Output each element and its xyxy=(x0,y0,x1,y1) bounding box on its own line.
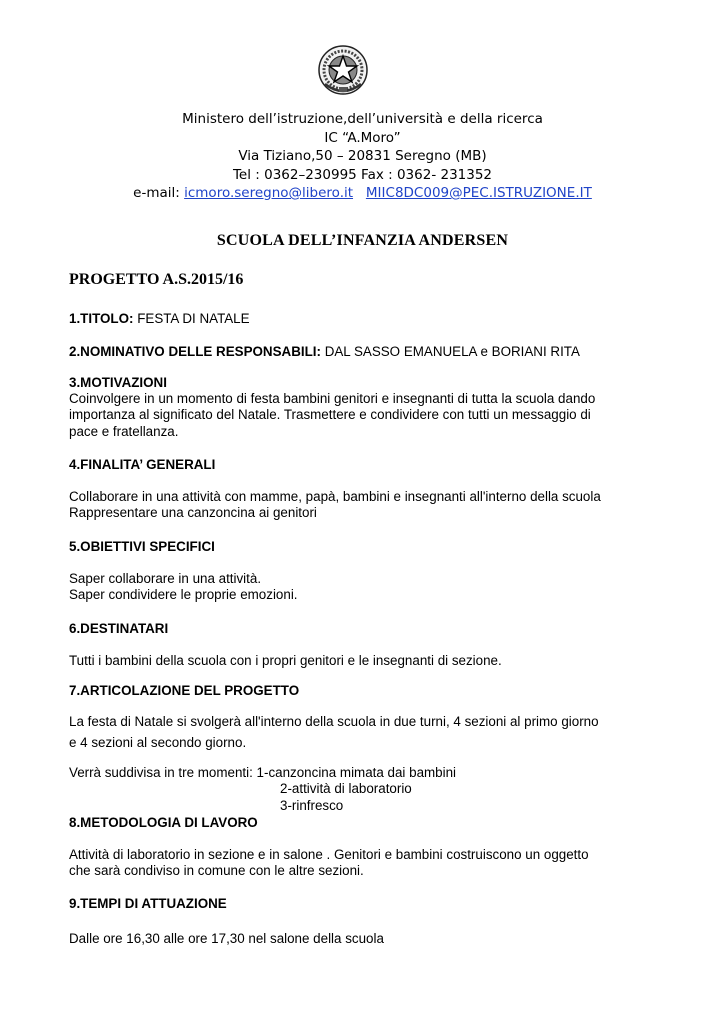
paragraph-line: importanza al significato del Natale. Trasmettere e condividere con tutti un messaggio di xyxy=(69,407,591,422)
section-titolo xyxy=(69,310,250,328)
list-item: 3-rinfresco xyxy=(280,798,344,813)
section-heading-articolazione: 7.ARTICOLAZIONE DEL PROGETTO xyxy=(69,683,300,698)
section-value: FESTA DI NATALE xyxy=(133,311,250,326)
paragraph-line: Attività di laboratorio in sezione e in salone . Genitori e bambini costruiscono un oggetto xyxy=(69,847,589,862)
paragraph-line: Tutti i bambini della scuola con i propri genitori e le insegnanti di sezione. xyxy=(69,653,502,668)
school-phone: Tel : 0362–230995 Fax : 0362- 231352 xyxy=(232,166,493,183)
section-label: 1.TITOLO: xyxy=(69,311,134,326)
email-link-pec[interactable]: MIIC8DC009@PEC.ISTRUZIONE.IT xyxy=(365,185,592,201)
section-heading-obiettivi: 5.OBIETTIVI SPECIFICI xyxy=(69,539,215,554)
school-name: IC “A.Moro” xyxy=(324,129,401,146)
paragraph-line: Verrà suddivisa in tre momenti: 1-canzoncina mimata dai bambini xyxy=(69,765,457,780)
section-nominativo xyxy=(69,343,580,361)
email-line xyxy=(0,184,725,203)
section-value: DAL SASSO EMANUELA e BORIANI RITA xyxy=(320,344,580,359)
section-heading-destinatari: 6.DESTINATARI xyxy=(69,621,169,636)
school-title: SCUOLA DELL’INFANZIA ANDERSEN xyxy=(216,232,509,249)
section-heading-metodologia: 8.METODOLOGIA DI LAVORO xyxy=(69,815,258,830)
paragraph-line: e 4 sezioni al secondo giorno. xyxy=(69,735,247,750)
school-address: Via Tiziano,50 – 20831 Seregno (MB) xyxy=(238,148,487,164)
section-heading-motivazioni: 3.MOTIVAZIONI xyxy=(69,375,167,390)
paragraph-line: Saper collaborare in una attività. xyxy=(69,571,262,586)
section-heading-tempi: 9.TEMPI DI ATTUAZIONE xyxy=(69,896,227,911)
paragraph-line: Saper condividere le proprie emozioni. xyxy=(69,587,298,602)
email-link-libero[interactable]: icmoro.seregno@libero.it xyxy=(184,185,354,201)
paragraph-line: che sarà condiviso in comune con le altre sezioni. xyxy=(69,863,364,878)
paragraph-line: Collaborare in una attività con mamme, papà, bambini e insegnanti all'interno della scuola xyxy=(69,489,601,504)
italian-republic-emblem-icon xyxy=(317,44,369,96)
paragraph-line: Dalle ore 16,30 alle ore 17,30 nel salone della scuola xyxy=(69,931,384,946)
list-item: 2-attività di laboratorio xyxy=(280,781,412,796)
email-label: e-mail: xyxy=(133,185,185,201)
institution-header xyxy=(0,110,725,203)
paragraph-line: La festa di Natale si svolgerà all'interno della scuola in due turni, 4 sezioni al primo giorno xyxy=(69,714,599,729)
section-heading-finalita: 4.FINALITA’ GENERALI xyxy=(69,457,216,472)
section-label: 2.NOMINATIVO DELLE RESPONSABILI: xyxy=(69,344,321,359)
paragraph-line: pace e fratellanza. xyxy=(69,424,179,439)
paragraph-line: Rappresentare una canzoncina ai genitori xyxy=(69,505,317,520)
project-title: PROGETTO A.S.2015/16 xyxy=(69,271,244,288)
ministry-name: Ministero dell’istruzione,dell’università e della ricerca xyxy=(182,111,543,127)
paragraph-line: Coinvolgere in un momento di festa bambini genitori e insegnanti di tutta la scuola dando xyxy=(69,391,596,406)
